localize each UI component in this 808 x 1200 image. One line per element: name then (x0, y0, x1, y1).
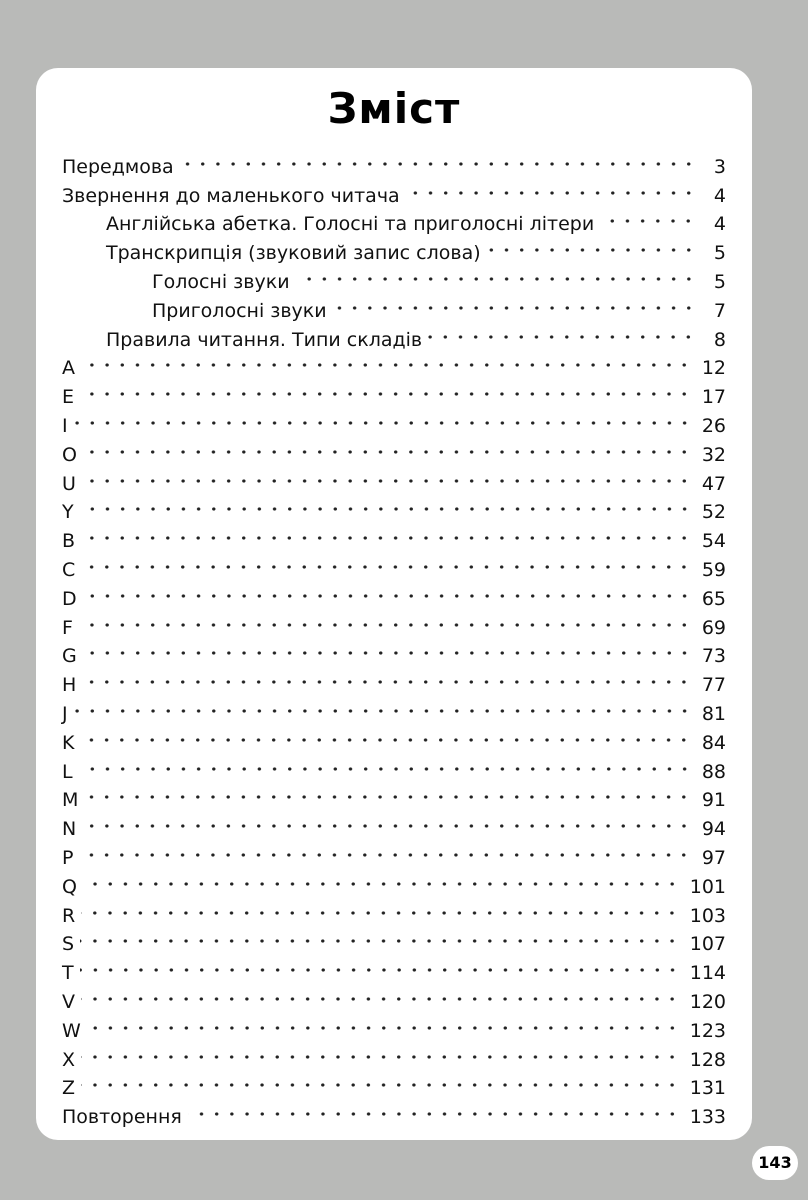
toc-entry[interactable] (62, 1066, 726, 1100)
toc-entry-page: 17 (701, 386, 726, 409)
toc-entry-label: I (62, 414, 68, 437)
toc-entry-label: A (62, 357, 75, 380)
toc-entry-page: 4 (713, 213, 726, 236)
dot-leader (81, 1066, 680, 1095)
dot-leader (428, 317, 696, 346)
toc-entry-page: 73 (701, 645, 726, 668)
toc-entry-page: 84 (701, 731, 726, 754)
toc-entry-label: X (62, 1048, 76, 1071)
toc-entry-label: Англійська абетка. Голосні та приголосні літери (106, 213, 595, 236)
toc-entry[interactable] (62, 144, 726, 178)
toc-entry-label: Звернення до маленького читача (62, 184, 400, 207)
dot-leader (80, 490, 692, 519)
toc-entry[interactable] (62, 518, 726, 553)
toc-entry-page: 5 (713, 270, 726, 293)
toc-entry-label: R (62, 904, 76, 927)
toc-entry-label: Y (62, 501, 74, 524)
toc-entry[interactable] (62, 634, 726, 668)
toc-entry[interactable] (62, 979, 726, 1013)
toc-entry-page: 128 (689, 1048, 726, 1071)
toc-entry-page: 97 (701, 846, 726, 869)
dot-leader (80, 950, 680, 979)
dot-leader (180, 144, 696, 173)
toc-entry[interactable] (62, 432, 726, 466)
toc-entry-page: 32 (701, 443, 726, 466)
toc-entry-label: Голосні звуки (152, 270, 290, 293)
toc-entry[interactable] (62, 893, 726, 927)
toc-entry-page: 103 (689, 904, 726, 927)
dot-leader (81, 547, 692, 576)
toc-entry-page: 8 (713, 328, 726, 351)
dot-leader (80, 374, 692, 403)
toc-entry-page: 114 (689, 962, 726, 985)
dot-leader (188, 1094, 680, 1123)
toc-entry-page: 69 (701, 616, 726, 639)
toc-entry-label: Передмова (62, 155, 174, 178)
toc-entry-label: Приголосні звуки (152, 299, 327, 322)
toc-entry-label: V (62, 990, 75, 1013)
contents-card (36, 68, 752, 1140)
toc-entry[interactable] (62, 720, 726, 754)
toc-entry[interactable] (62, 490, 726, 524)
toc-entry-page: 52 (701, 501, 726, 524)
toc-entry-page: 131 (689, 1077, 726, 1100)
toc-entry[interactable] (62, 461, 726, 495)
dot-leader (296, 259, 696, 288)
toc-entry[interactable] (62, 605, 726, 639)
dot-leader (83, 634, 692, 663)
dot-leader (487, 230, 696, 259)
toc-entry-label: W (62, 1019, 81, 1042)
page-title: Зміст (327, 84, 461, 133)
toc-entry-page: 26 (701, 414, 726, 437)
toc-entry-label: T (62, 962, 74, 985)
toc-entry-page: 65 (701, 587, 726, 610)
dot-leader (81, 893, 680, 922)
dot-leader (79, 605, 692, 634)
toc-entry[interactable] (62, 950, 726, 985)
toc-entry-label: Транскрипція (звуковий запис слова) (106, 242, 481, 265)
toc-entry[interactable] (62, 806, 726, 841)
toc-entry-page: 94 (701, 818, 726, 841)
toc-entry[interactable] (62, 576, 726, 610)
toc-entry-page: 3 (713, 155, 726, 178)
toc-entry-label: F (62, 616, 73, 639)
dot-leader (74, 403, 692, 432)
dot-leader (79, 749, 692, 778)
toc-entry-page: 7 (713, 299, 726, 322)
dot-leader (82, 662, 692, 691)
toc-entry-page: 88 (701, 760, 726, 783)
dot-leader (81, 979, 680, 1008)
toc-entry-page: 107 (689, 933, 726, 956)
toc-entry[interactable] (62, 864, 726, 898)
toc-entry-label: Q (62, 875, 77, 898)
toc-entry-label: Повторення (62, 1106, 182, 1129)
toc-entry-label: N (62, 818, 77, 841)
dot-leader (79, 835, 691, 864)
toc-entry-label: E (62, 386, 75, 409)
toc-entry-label: D (62, 587, 77, 610)
toc-entry-page: 59 (701, 558, 726, 581)
dot-leader (83, 864, 680, 893)
dot-leader (84, 778, 691, 807)
toc-entry-page: 133 (689, 1106, 726, 1129)
dot-leader (82, 806, 692, 835)
toc-entry-label: P (62, 846, 74, 869)
toc-entry-page: 101 (689, 875, 726, 898)
toc-entry-label: B (62, 530, 76, 553)
toc-entry-label: K (62, 731, 75, 754)
toc-entry-label: Правила читання. Типи складів (106, 328, 423, 351)
toc-entry-page: 12 (701, 357, 726, 380)
toc-entry-page: 47 (701, 472, 726, 495)
toc-entry-label: O (62, 443, 77, 466)
dot-leader (81, 1037, 680, 1066)
toc-entry[interactable] (62, 1094, 726, 1129)
toc-entry[interactable] (62, 749, 726, 783)
toc-entry[interactable] (62, 374, 726, 409)
dot-leader (600, 202, 696, 231)
toc-entry[interactable] (62, 691, 726, 725)
toc-entry-page: 4 (713, 184, 726, 207)
toc-entry[interactable] (62, 778, 726, 812)
toc-entry-label: M (62, 789, 79, 812)
dot-leader (81, 518, 692, 547)
toc-entry-page: 5 (713, 242, 726, 265)
toc-entry-label: G (62, 645, 77, 668)
toc-entry[interactable] (62, 403, 726, 437)
dot-leader (406, 173, 696, 202)
toc-entry-label: U (62, 472, 76, 495)
dot-leader (80, 720, 691, 749)
dot-leader (82, 461, 692, 490)
page-number-badge: 143 (752, 1146, 798, 1180)
dot-leader (74, 691, 692, 720)
toc-entry-label: H (62, 674, 77, 697)
dot-leader (83, 576, 692, 605)
toc-entry-page: 77 (701, 674, 726, 697)
toc-entry-page: 81 (701, 702, 726, 725)
toc-entry[interactable] (62, 547, 726, 581)
toc-entry[interactable] (62, 1008, 726, 1042)
dot-leader (80, 922, 680, 951)
toc-entry-label: S (62, 933, 75, 956)
toc-entry-page: 91 (701, 789, 726, 812)
dot-leader (87, 1008, 680, 1037)
toc-entry-label: Z (62, 1077, 76, 1100)
toc-entry[interactable] (62, 346, 726, 380)
toc-entry-label: C (62, 558, 76, 581)
table-of-contents (62, 144, 726, 1129)
toc-entry-page: 54 (701, 530, 726, 553)
toc-entry-page: 123 (689, 1019, 726, 1042)
dot-leader (83, 432, 692, 461)
dot-leader (81, 346, 692, 375)
toc-entry[interactable] (62, 922, 726, 956)
toc-entry[interactable] (62, 662, 726, 697)
toc-entry[interactable] (62, 835, 726, 869)
dot-leader (333, 288, 696, 317)
toc-entry-page: 120 (689, 990, 726, 1013)
toc-entry-label: J (62, 702, 68, 725)
toc-entry-label: L (62, 760, 73, 783)
toc-entry[interactable] (62, 1037, 726, 1071)
